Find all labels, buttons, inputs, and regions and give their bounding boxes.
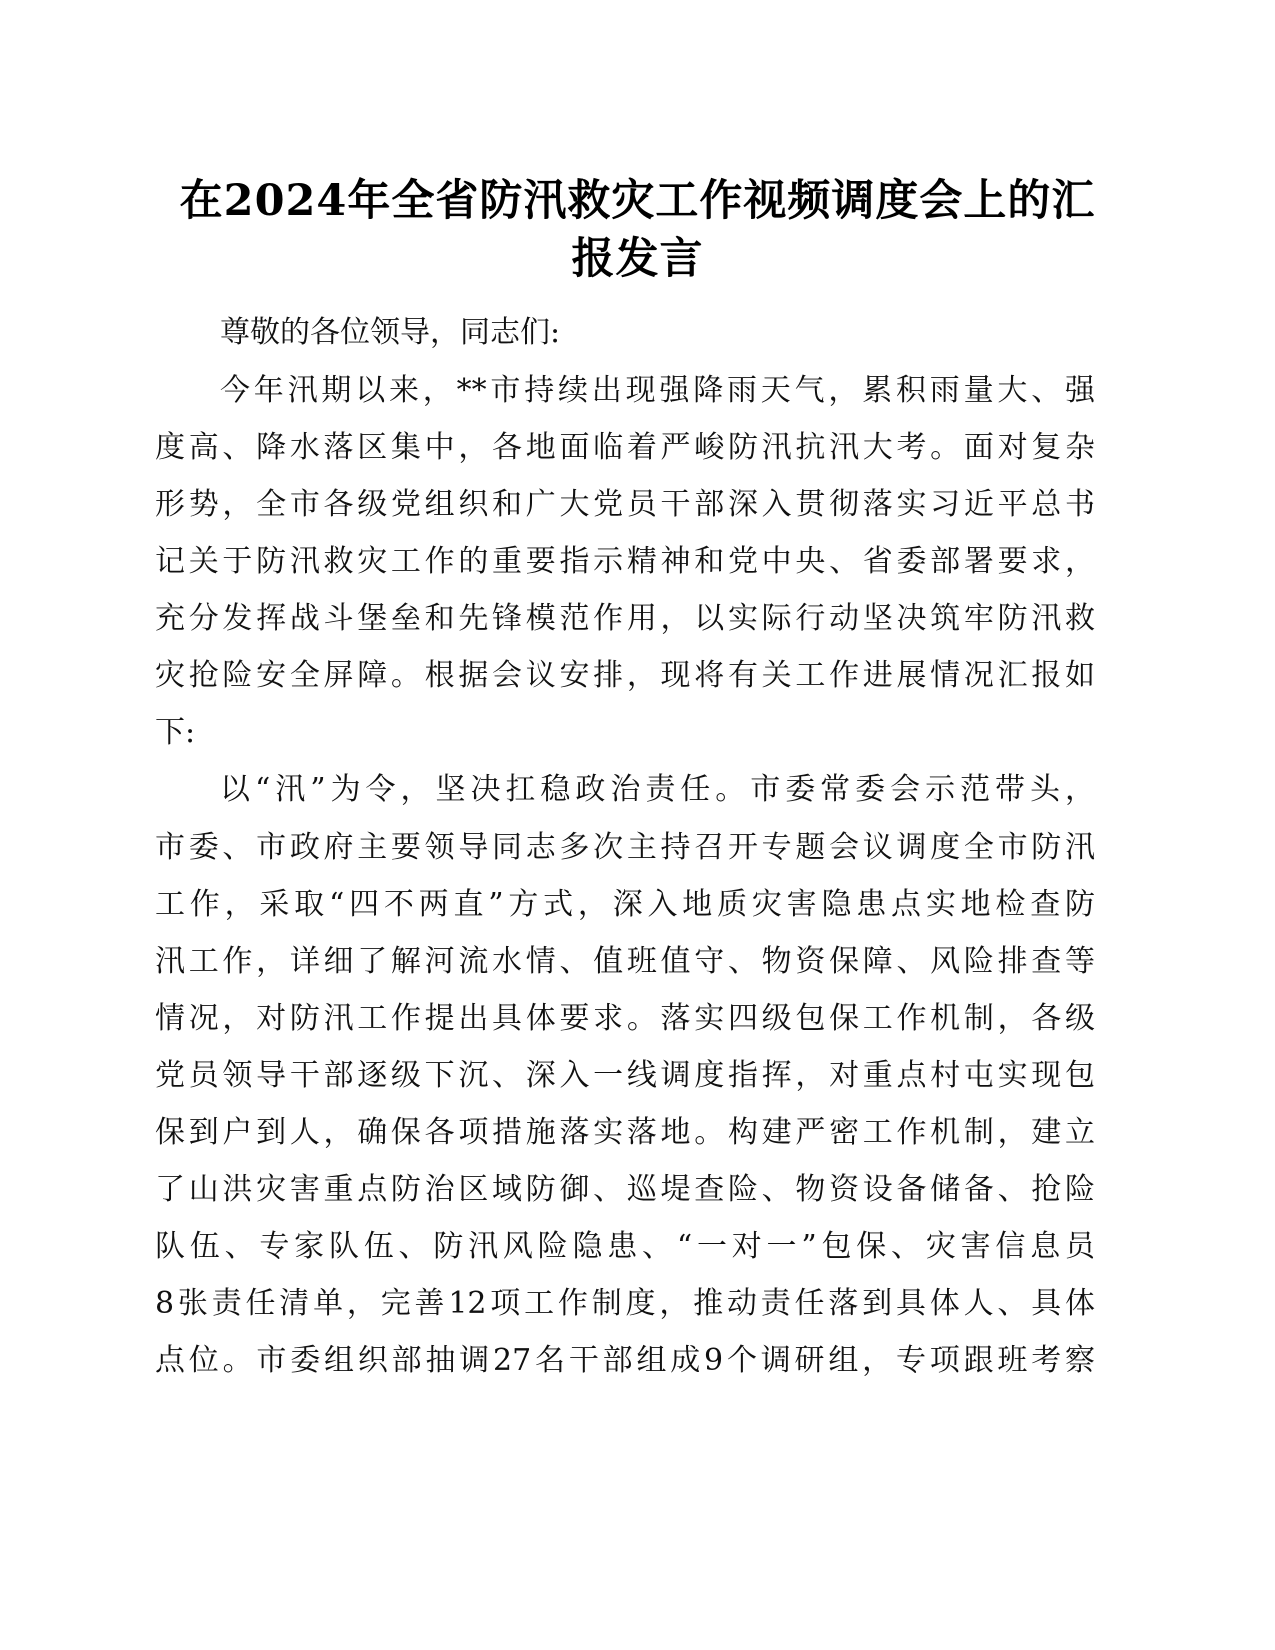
paragraph-line: 保到户到人，确保各项措施落实落地。构建严密工作机制，建立 [155, 1115, 1095, 1150]
title-line-1: 在2024年全省防汛救灾工作视频调度会上的汇 [179, 176, 1096, 226]
paragraph-line: 度高、降水落区集中，各地面临着严峻防汛抗汛大考。面对复杂 [155, 430, 1095, 465]
paragraph-line: 今年汛期以来，**市持续出现强降雨天气，累积雨量大、强 [220, 373, 1095, 408]
paragraph-line: 记关于防汛救灾工作的重要指示精神和党中央、省委部署要求， [155, 544, 1095, 579]
paragraph-line: 情况，对防汛工作提出具体要求。落实四级包保工作机制，各级 [155, 1001, 1095, 1036]
paragraph-line: 充分发挥战斗堡垒和先锋模范作用，以实际行动坚决筑牢防汛救 [155, 601, 1095, 636]
paragraph-line: 点位。市委组织部抽调27名干部组成9个调研组，专项跟班考察 [155, 1343, 1095, 1378]
paragraph-line: 8张责任清单，完善12项工作制度，推动责任落到具体人、具体 [155, 1286, 1095, 1321]
paragraph-line: 党员领导干部逐级下沉、深入一线调度指挥，对重点村屯实现包 [155, 1058, 1095, 1093]
paragraph-line: 形势，全市各级党组织和广大党员干部深入贯彻落实习近平总书 [155, 487, 1095, 522]
paragraph-line: 以“汛”为令，坚决扛稳政治责任。市委常委会示范带头， [220, 772, 1095, 807]
paragraph-line: 工作，采取“四不两直”方式，深入地质灾害隐患点实地检查防 [155, 887, 1095, 922]
paragraph-line: 了山洪灾害重点防治区域防御、巡堤查险、物资设备储备、抢险 [155, 1172, 1095, 1207]
paragraph-line: 汛工作，详细了解河流水情、值班值守、物资保障、风险排查等 [155, 944, 1095, 979]
paragraph-line: 灾抢险安全屏障。根据会议安排，现将有关工作进展情况汇报如 [155, 658, 1095, 693]
paragraph-line: 队伍、专家队伍、防汛风险隐患、“一对一”包保、灾害信息员 [155, 1229, 1095, 1264]
title-line-2: 报发言 [571, 234, 704, 284]
paragraph-line: 市委、市政府主要领导同志多次主持召开专题会议调度全市防汛 [155, 830, 1095, 865]
paragraph-line: 下: [155, 715, 196, 750]
salutation: 尊敬的各位领导，同志们: [220, 315, 561, 350]
document-title [140, 172, 1135, 288]
